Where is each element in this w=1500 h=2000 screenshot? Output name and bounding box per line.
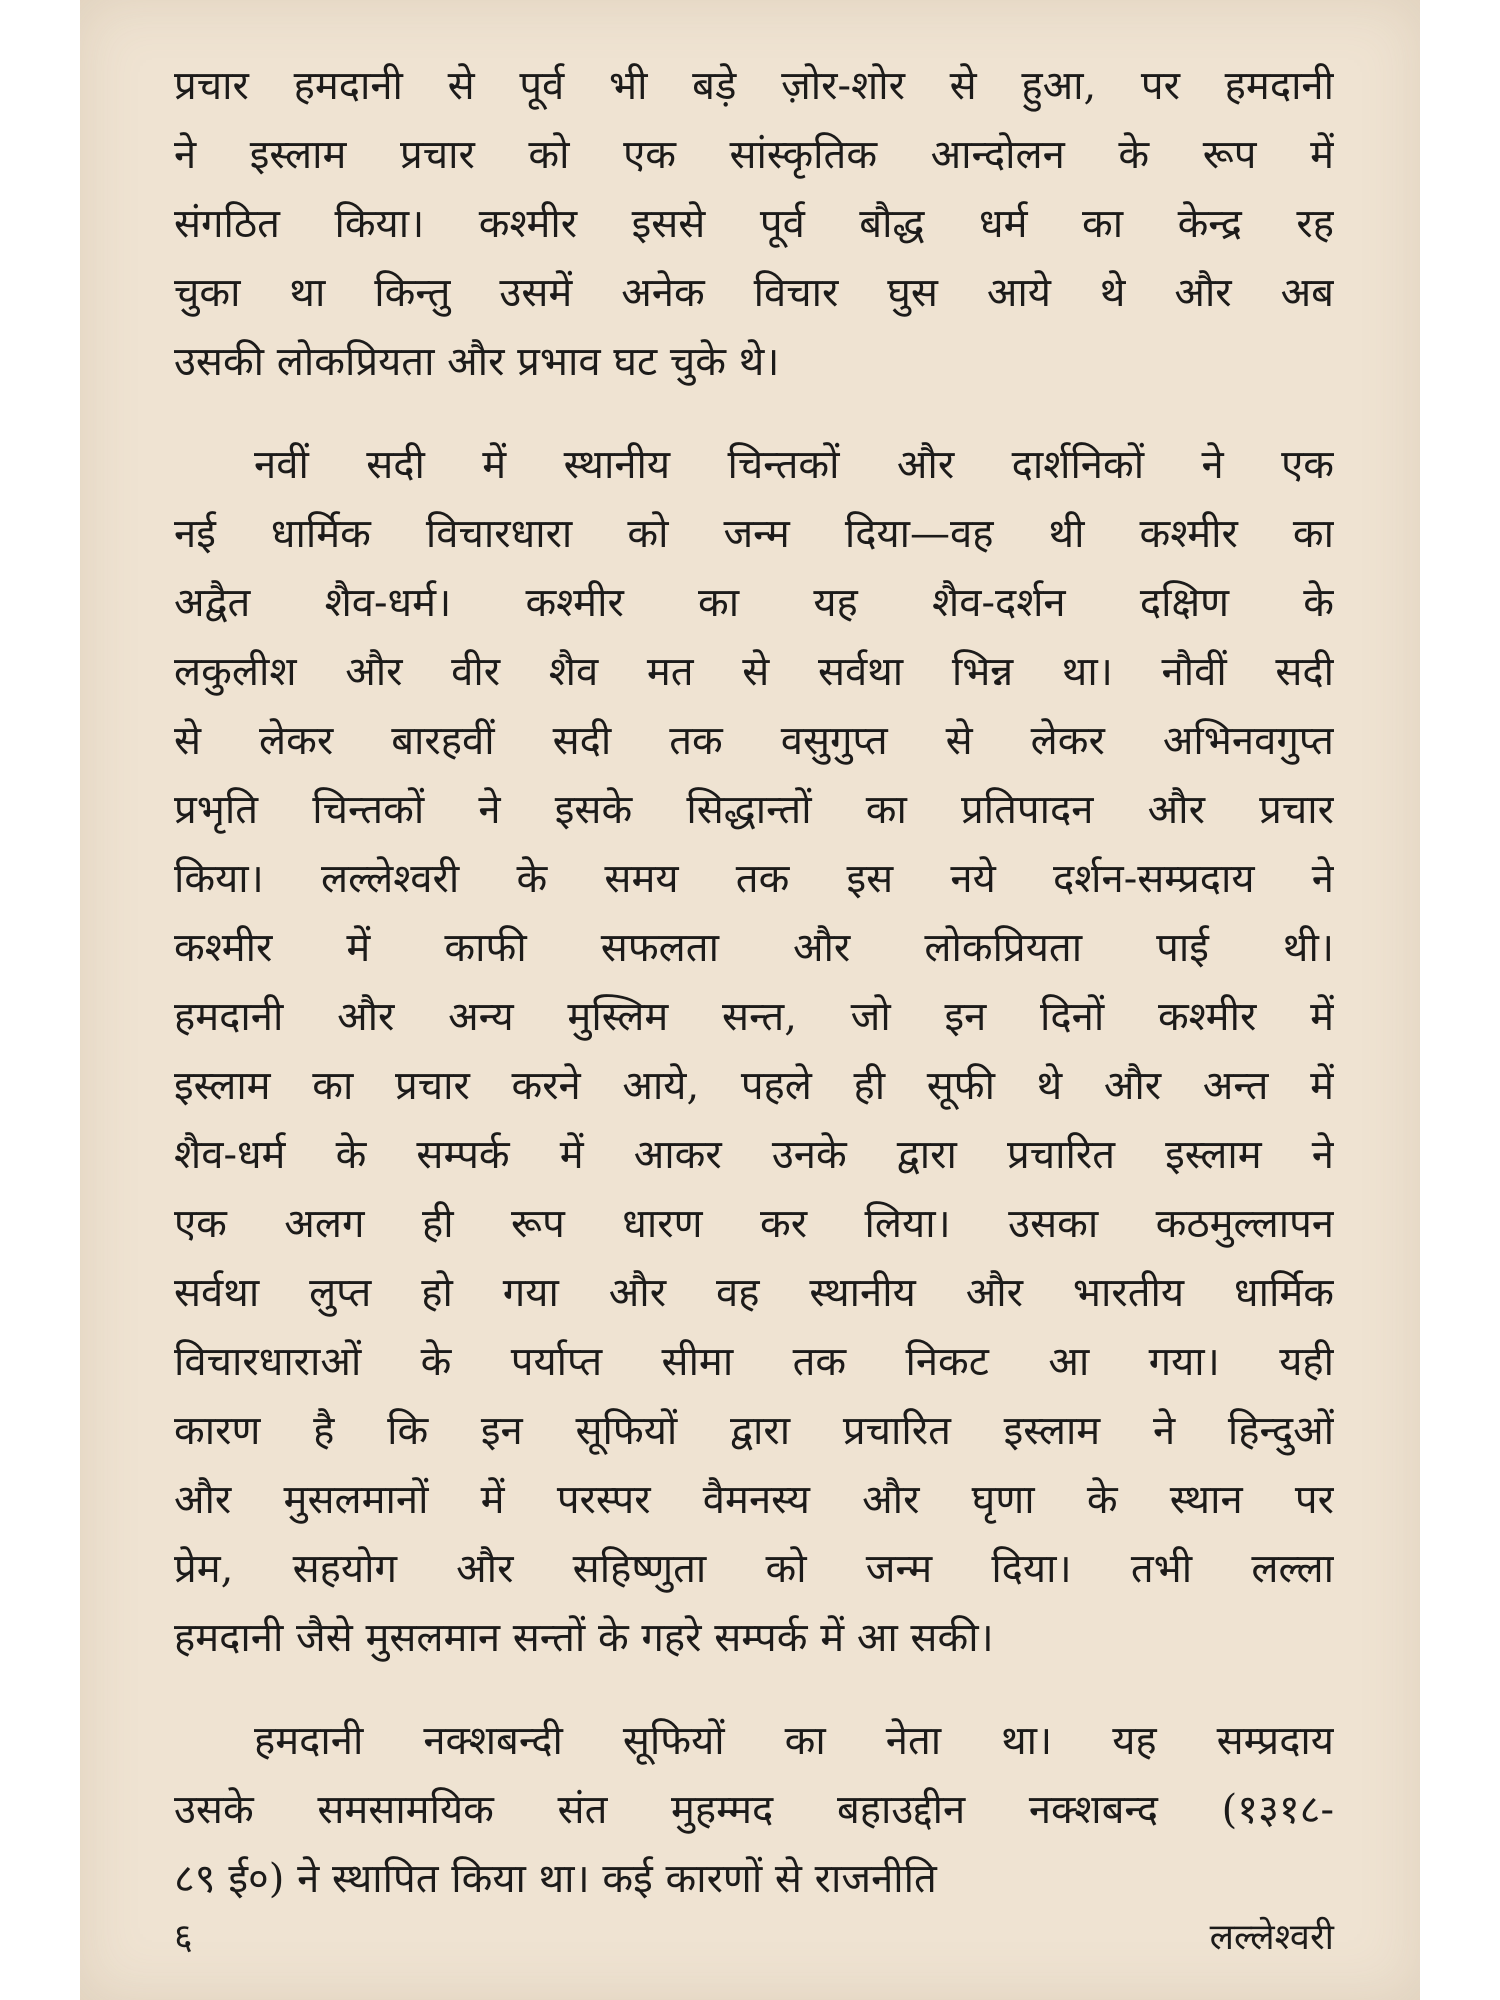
text-line: कारण है कि इन सूफियों द्वारा प्रचारित इस्लाम ने हिन्दुओं [174,1408,1334,1454]
text-line: सर्वथा लुप्त हो गया और वह स्थानीय और भारतीय धार्मिक [174,1270,1334,1316]
text-line: प्रभृति चिन्तकों ने इसके सिद्धान्तों का प्रतिपादन और प्रचार [174,787,1334,833]
text-line: इस्लाम का प्रचार करने आये, पहले ही सूफी थे और अन्त में [174,1063,1334,1109]
text-line: प्रेम, सहयोग और सहिष्णुता को जन्म दिया। तभी लल्ला [174,1546,1334,1592]
text-line: अद्वैत शैव-धर्म। कश्मीर का यह शैव-दर्शन दक्षिण के [174,580,1334,626]
paragraph [174,52,1334,397]
text-line: प्रचार हमदानी से पूर्व भी बड़े ज़ोर-शोर से हुआ, पर हमदानी [174,63,1334,109]
text-line: शैव-धर्म के सम्पर्क में आकर उनके द्वारा प्रचारित इस्लाम ने [174,1132,1334,1178]
text-line: उसकी लोकप्रियता और प्रभाव घट चुके थे। [174,339,780,385]
page-number: ६ [174,1917,193,1958]
text-line: हमदानी नक्शबन्दी सूफियों का नेता था। यह सम्प्रदाय [254,1718,1334,1764]
body-text [174,52,1334,1914]
page-footer [174,1908,1334,1968]
text-line: लकुलीश और वीर शैव मत से सर्वथा भिन्न था। नौवीं सदी [174,649,1334,695]
paragraph [174,431,1334,1673]
running-title: लल्लेश्वरी [1209,1917,1334,1958]
text-line: संगठित किया। कश्मीर इससे पूर्व बौद्ध धर्म का केन्द्र रह [174,201,1334,247]
text-line: विचारधाराओं के पर्याप्त सीमा तक निकट आ गया। यही [174,1339,1334,1385]
text-line: से लेकर बारहवीं सदी तक वसुगुप्त से लेकर अभिनवगुप्त [174,718,1334,764]
text-line: नवीं सदी में स्थानीय चिन्तकों और दार्शनिकों ने एक [254,442,1334,488]
text-line: कश्मीर में काफी सफलता और लोकप्रियता पाई थी। [174,925,1334,971]
text-line: उसके समसामयिक संत मुहम्मद बहाउद्दीन नक्शबन्द (१३१८- [174,1787,1334,1833]
text-line: ८९ ई०) ने स्थापित किया था। कई कारणों से राजनीति [174,1856,937,1902]
text-line: ने इस्लाम प्रचार को एक सांस्कृतिक आन्दोलन के रूप में [174,132,1334,178]
text-line: और मुसलमानों में परस्पर वैमनस्य और घृणा के स्थान पर [174,1477,1334,1523]
text-line: किया। लल्लेश्वरी के समय तक इस नये दर्शन-सम्प्रदाय ने [174,856,1334,902]
book-page [80,0,1420,2000]
paragraph [174,1707,1334,1914]
text-line: नई धार्मिक विचारधारा को जन्म दिया—वह थी कश्मीर का [174,511,1334,557]
text-line: एक अलग ही रूप धारण कर लिया। उसका कठमुल्लापन [174,1201,1334,1247]
text-line: हमदानी जैसे मुसलमान सन्तों के गहरे सम्पर्क में आ सकी। [174,1615,994,1661]
text-line: चुका था किन्तु उसमें अनेक विचार घुस आये थे और अब [174,270,1334,316]
text-line: हमदानी और अन्य मुस्लिम सन्त, जो इन दिनों कश्मीर में [174,994,1334,1040]
